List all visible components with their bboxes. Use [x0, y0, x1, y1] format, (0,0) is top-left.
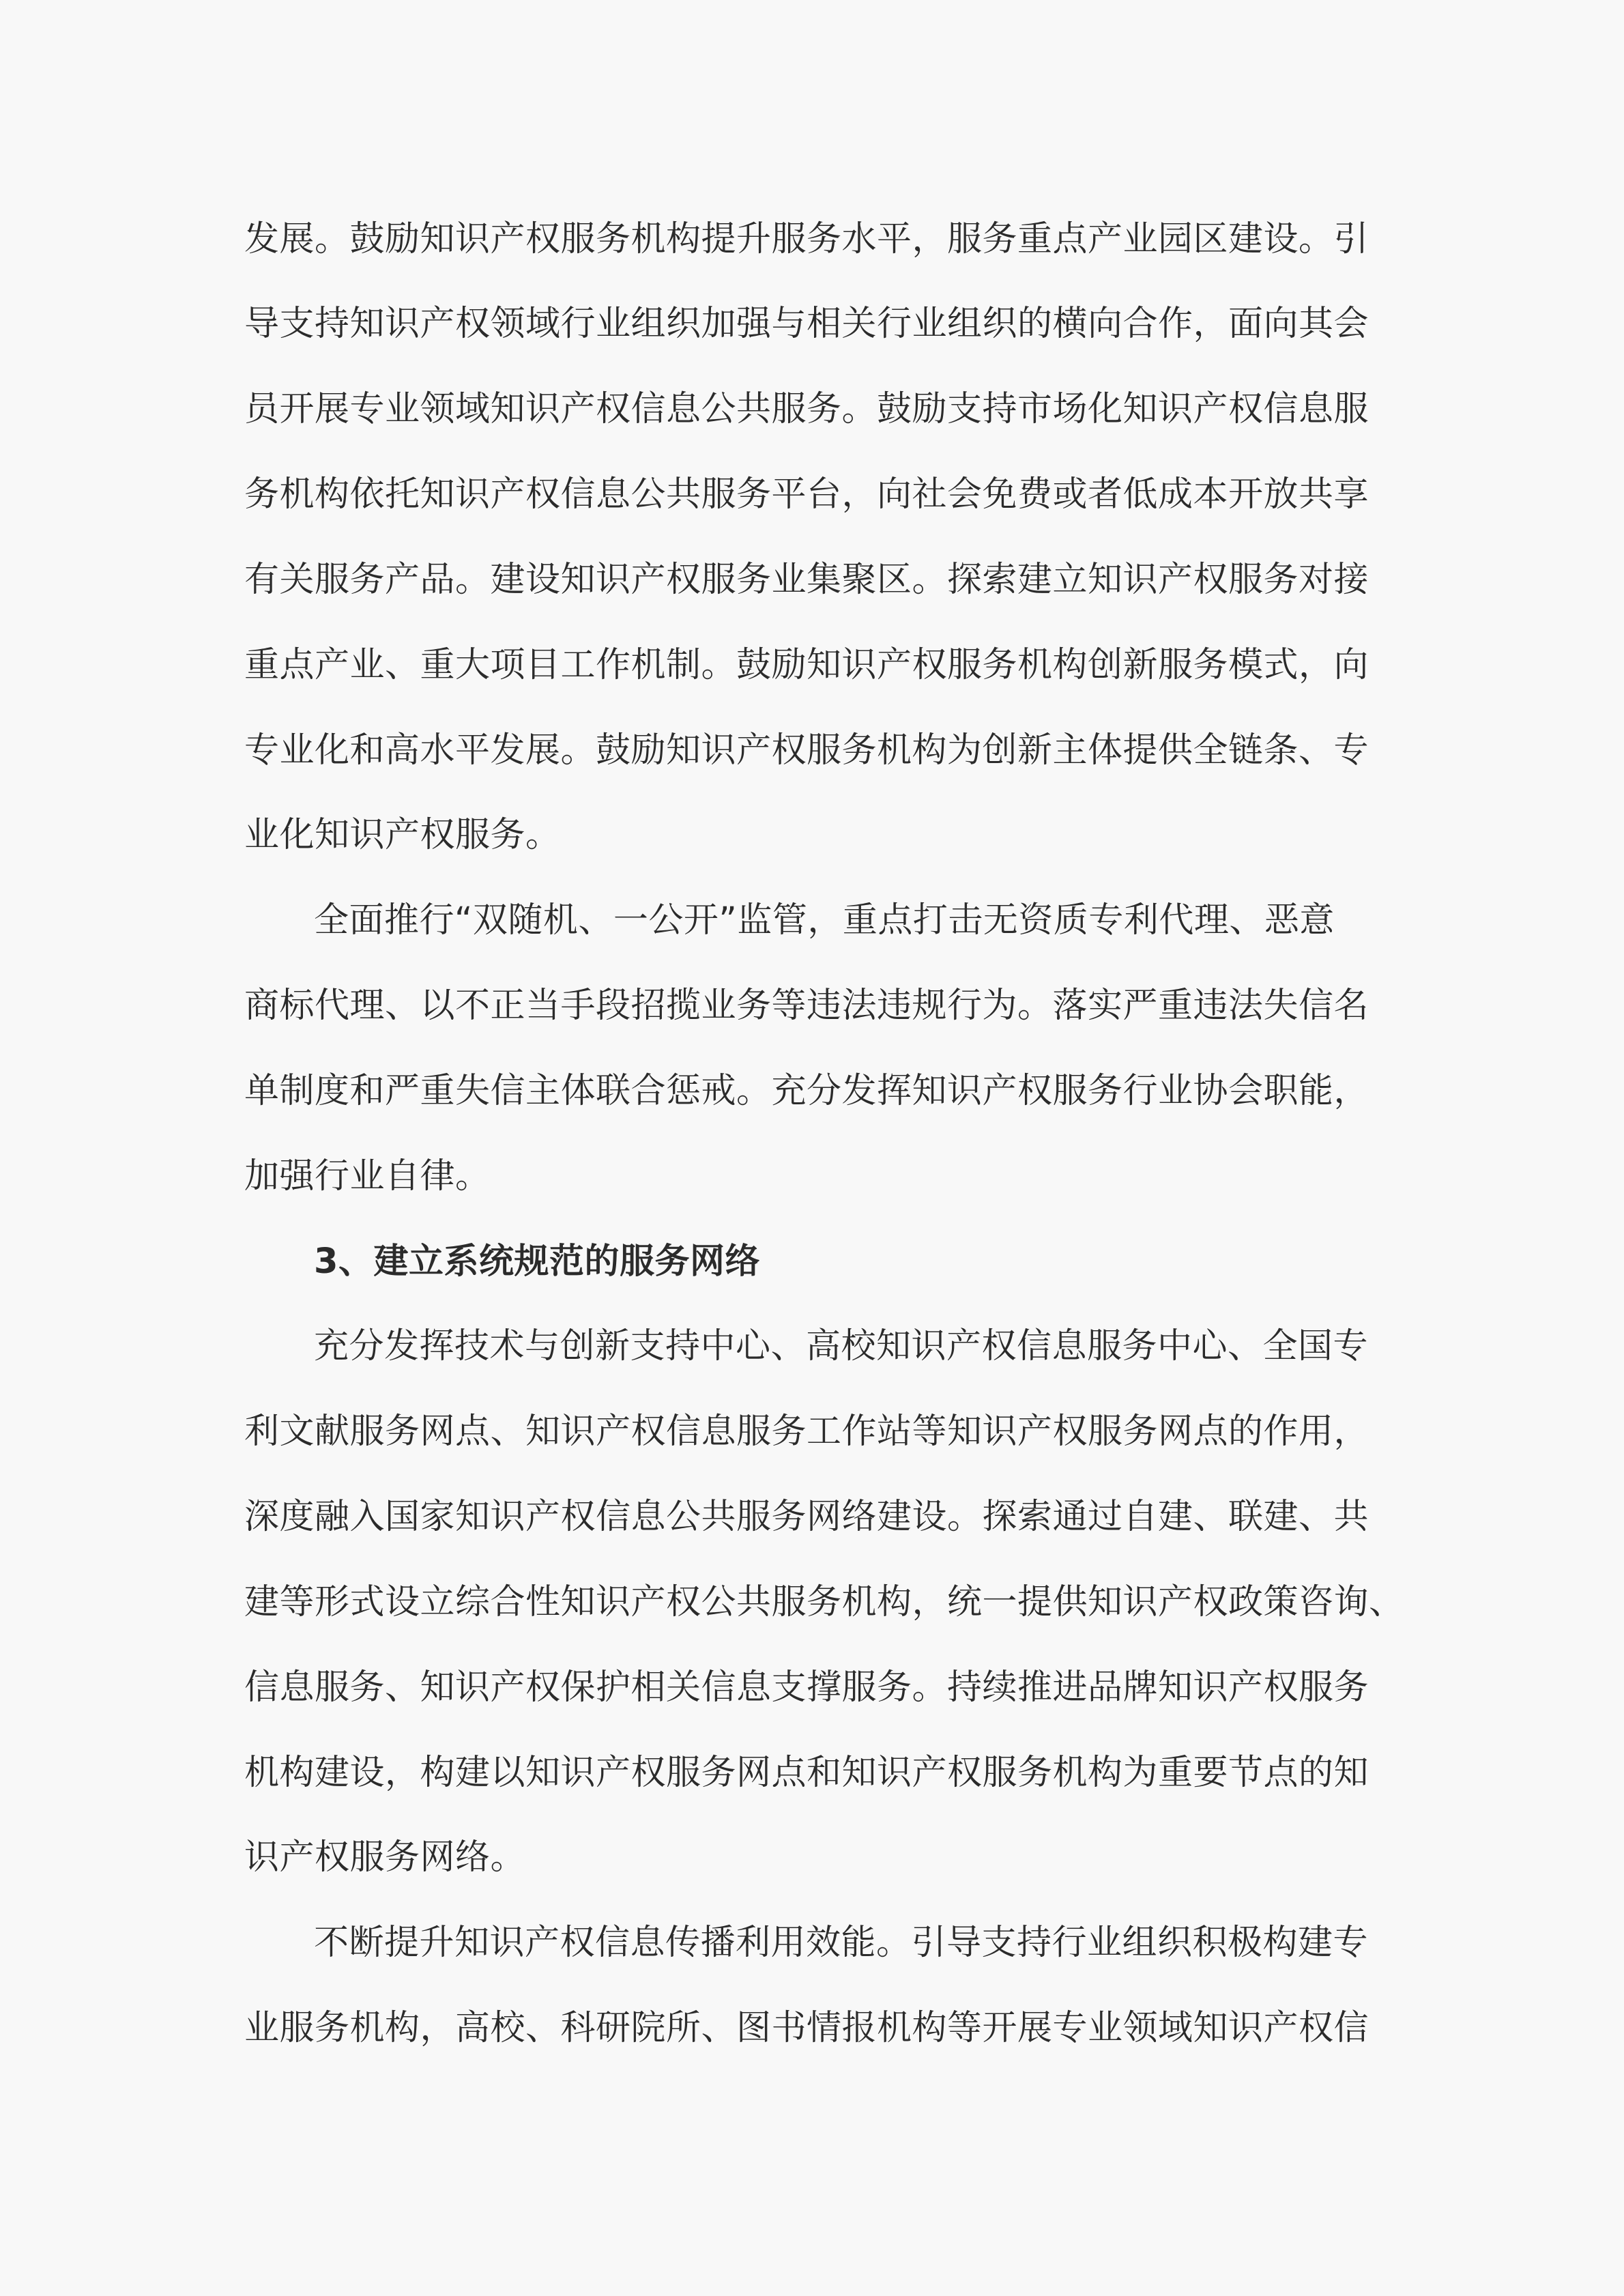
text-line: 识产权服务网络。	[244, 1837, 526, 1878]
text-line: 单制度和严重失信主体联合惩戒。充分发挥知识产权服务行业协会职能，	[244, 1071, 1369, 1111]
text-line: 有关服务产品。建设知识产权服务业集聚区。探索建立知识产权服务对接	[244, 560, 1369, 600]
text-line: 利文献服务网点、知识产权信息服务工作站等知识产权服务网点的作用，	[244, 1411, 1369, 1452]
text-line: 专业化和高水平发展。鼓励知识产权服务机构为创新主体提供全链条、专	[244, 730, 1369, 771]
text-line: 商标代理、以不正当手段招揽业务等违法违规行为。落实严重违法失信名	[244, 986, 1369, 1026]
text-line: 机构建设，构建以知识产权服务网点和知识产权服务机构为重要节点的知	[244, 1753, 1369, 1793]
text-line: 建等形式设立综合性知识产权公共服务机构，统一提供知识产权政策咨询、	[244, 1582, 1404, 1622]
text-line: 导支持知识产权领域行业组织加强与相关行业组织的横向合作，面向其会	[244, 304, 1369, 344]
text-line: 加强行业自律。	[244, 1156, 491, 1196]
paragraph-start: 不断提升知识产权信息传播利用效能。引导支持行业组织积极构建专	[314, 1923, 1369, 1963]
paragraph-start: 充分发挥技术与创新支持中心、高校知识产权信息服务中心、全国专	[314, 1326, 1369, 1366]
text-line: 发展。鼓励知识产权服务机构提升服务水平，服务重点产业园区建设。引	[244, 219, 1369, 259]
text-line: 员开展专业领域知识产权信息公共服务。鼓励支持市场化知识产权信息服	[244, 389, 1369, 429]
text-line: 深度融入国家知识产权信息公共服务网络建设。探索通过自建、联建、共	[244, 1497, 1369, 1537]
text-line: 业化知识产权服务。	[244, 815, 561, 855]
text-line: 信息服务、知识产权保护相关信息支撑服务。持续推进品牌知识产权服务	[244, 1667, 1369, 1708]
text-line: 重点产业、重大项目工作机制。鼓励知识产权服务机构创新服务模式，向	[244, 645, 1369, 685]
text-line: 务机构依托知识产权信息公共服务平台，向社会免费或者低成本开放共享	[244, 474, 1369, 515]
section-heading: 3、建立系统规范的服务网络	[314, 1242, 760, 1282]
paragraph-start: 全面推行“双随机、一公开”监管，重点打击无资质专利代理、恶意	[314, 900, 1335, 941]
text-line: 业服务机构，高校、科研院所、图书情报机构等开展专业领域知识产权信	[244, 2008, 1369, 2048]
